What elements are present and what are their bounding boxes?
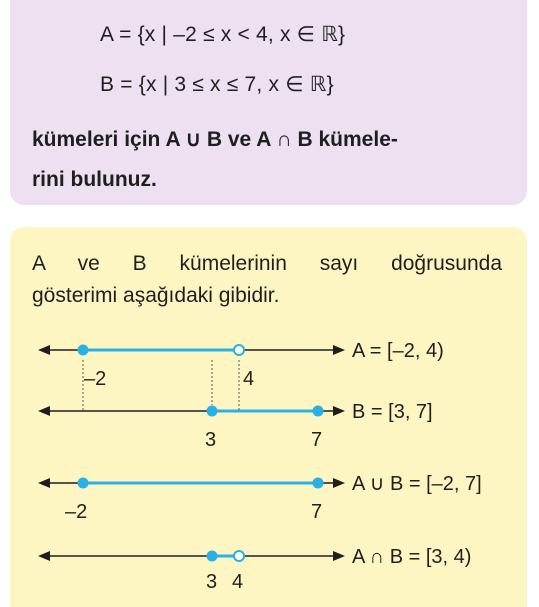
- prompt-line-1: kümeleri için A ∪ B ve A ∩ B kümele-: [32, 128, 398, 151]
- closed-endpoint: [313, 406, 324, 417]
- closed-endpoint: [207, 406, 218, 417]
- closed-endpoint: [207, 551, 218, 562]
- open-endpoint: [234, 345, 244, 355]
- prompt-line-2: rini bulunuz.: [32, 168, 157, 191]
- tick-label: 7: [311, 429, 323, 451]
- closed-endpoint: [313, 478, 324, 489]
- axis-arrow-left: [38, 406, 50, 416]
- axis-arrow-right: [333, 345, 345, 355]
- intro-line-2: gösterimi aşağıdaki gibidir.: [32, 284, 280, 307]
- axis-arrow-left: [38, 345, 50, 355]
- open-endpoint: [234, 551, 244, 561]
- number-line-label: A ∩ B = [3, 4): [352, 546, 472, 568]
- tick-label: 4: [232, 571, 244, 593]
- axis-arrow-right: [333, 551, 345, 561]
- set-a-definition: A = {x | –2 ≤ x < 4, x ∈ ℝ}: [100, 23, 346, 46]
- axis-arrow-left: [38, 551, 50, 561]
- closed-endpoint: [78, 478, 89, 489]
- tick-label: –2: [84, 368, 107, 390]
- axis-arrow-right: [333, 406, 345, 416]
- tick-label: 4: [243, 368, 255, 390]
- number-line-label: B = [3, 7]: [352, 401, 433, 423]
- set-b-definition: B = {x | 3 ≤ x ≤ 7, x ∈ ℝ}: [100, 73, 334, 96]
- tick-label: 3: [206, 571, 218, 593]
- axis-arrow-left: [38, 478, 50, 488]
- tick-label: 7: [311, 501, 323, 523]
- tick-label: –2: [65, 501, 88, 523]
- axis-arrow-right: [333, 478, 345, 488]
- number-line-label: A = [–2, 4): [352, 340, 444, 362]
- number-line-label: A ∪ B = [–2, 7]: [352, 473, 482, 495]
- closed-endpoint: [78, 345, 89, 356]
- intro-line-1: A ve B kümelerinin sayı doğrusunda: [32, 252, 502, 275]
- tick-label: 3: [205, 429, 217, 451]
